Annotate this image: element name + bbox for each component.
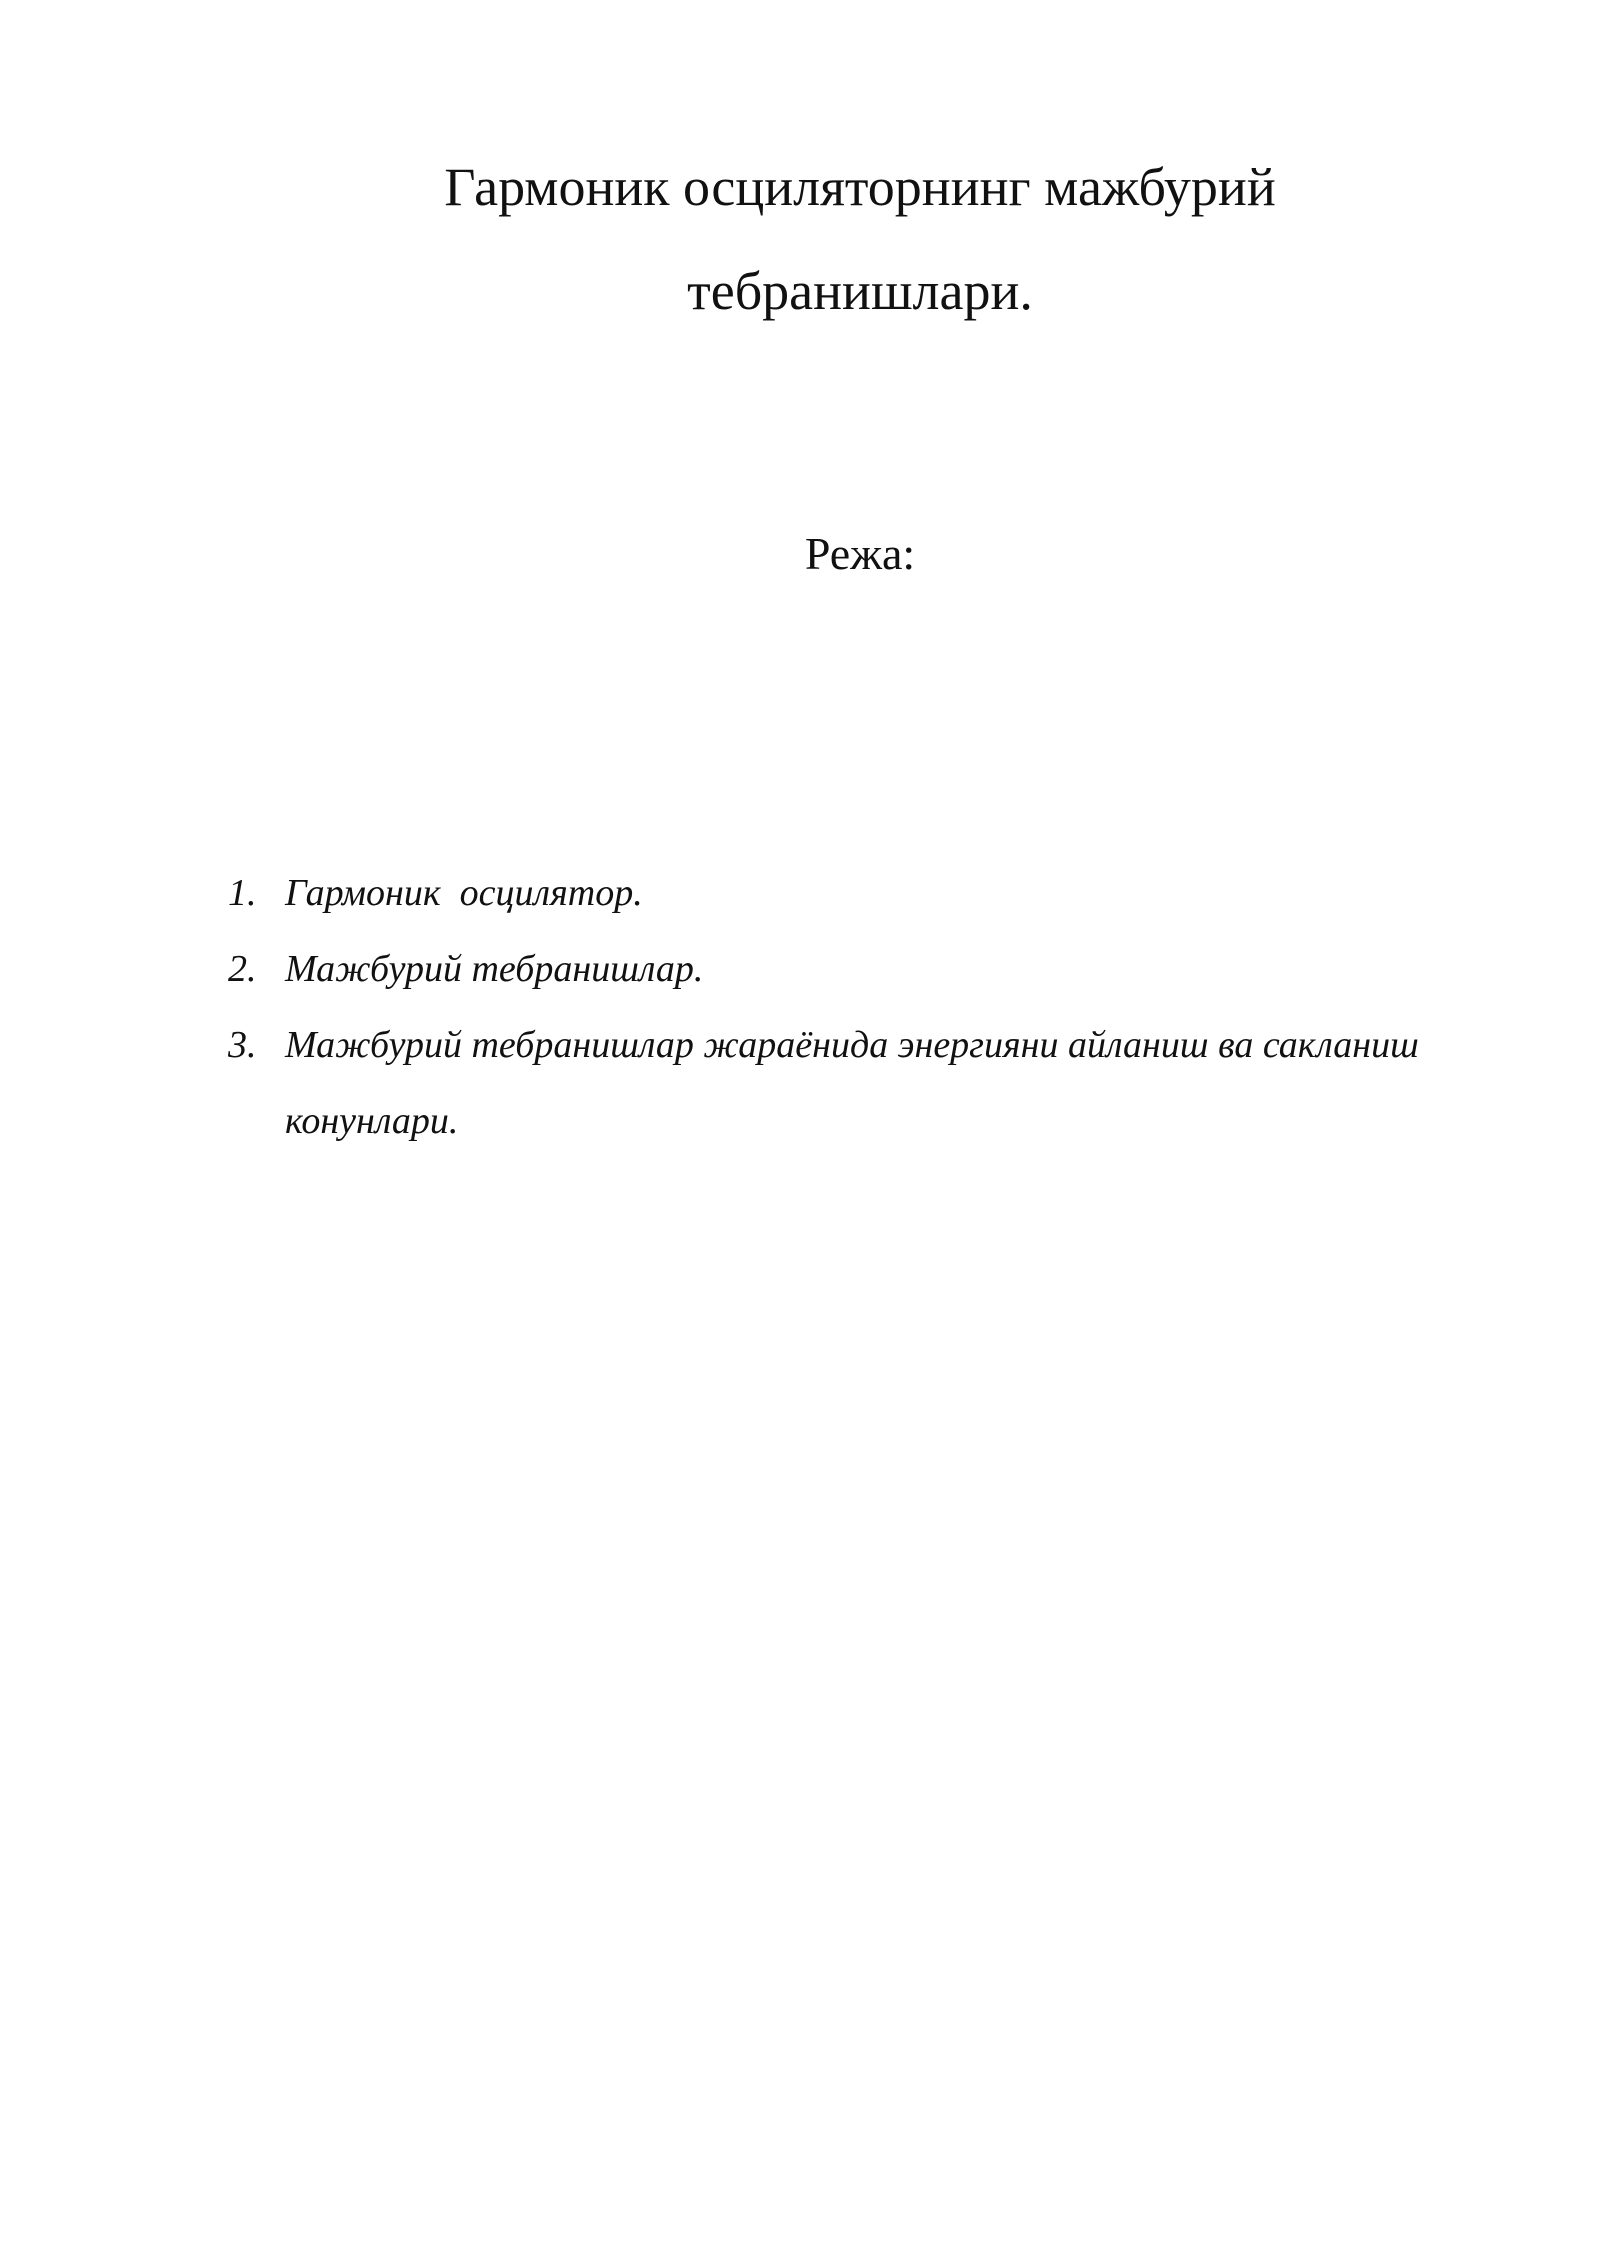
plan-item-text: Гармоник осцилятор. bbox=[285, 872, 643, 914]
plan-item-1 bbox=[228, 855, 1428, 931]
plan-item-text: Мажбурий тебранишлар жараёнида энергияни айланиш ва сакланиш конунлари. bbox=[285, 1024, 1419, 1142]
plan-heading: Режа: bbox=[804, 528, 916, 579]
plan-item-3 bbox=[228, 1007, 1445, 1159]
page-title bbox=[300, 135, 1420, 343]
plan-item-number: 1. bbox=[228, 872, 257, 914]
plan-item-number: 3. bbox=[228, 1024, 257, 1066]
title-line-2: тебранишлари. bbox=[687, 261, 1033, 321]
plan-list bbox=[228, 855, 1428, 1159]
plan-item-2 bbox=[228, 931, 1428, 1007]
plan-item-number: 2. bbox=[228, 948, 257, 990]
title-line-1: Гармоник осциляторнинг мажбурий bbox=[444, 157, 1276, 217]
plan-item-text: Мажбурий тебранишлар. bbox=[285, 948, 704, 990]
